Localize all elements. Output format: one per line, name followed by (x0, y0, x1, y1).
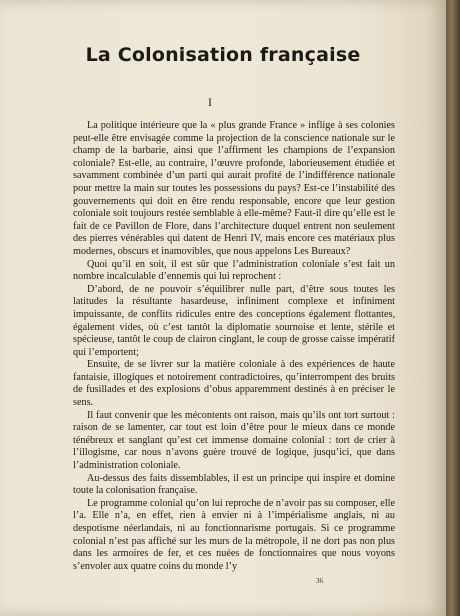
section-number: I (208, 95, 212, 109)
page-number: 36 (316, 577, 323, 585)
chapter-title: La Colonisation française (85, 44, 361, 66)
paragraph: Le programme colonial qu’on lui reproche de n’avoir pas su composer, elle l’a. Elle n’a, en effet, rien à envier ni à l’impérialisme anglais, ni au despotisme néerlandais, ni au fonctionnarisme portugais. Si ce programme colonial n’est pas affiché sur les murs de la métropole, il ne dort pas non plus dans les armoires de fer, et ces nuées de fonctionnaires que nous voyons s’envoler aux quatre coins du monde l’y (73, 497, 395, 572)
paragraph: Quoi qu’il en soit, il est sûr que l’administration coloniale s’est fait un nombre incalculable d’ennemis qui lui reprochent : (73, 258, 395, 283)
paragraph: La politique intérieure que la « plus grande France » inflige à ses colonies peut-elle être envisagée comme la projection de la conscience nationale sur le champ de la barbarie, ainsi que l’affirment les champions de l’expansion coloniale? Est-elle, au contraire, l’œuvre profonde, laborieusement étudiée et savamment combinée d’un parti qui aurait profité de l’indifférence nationale pour mettre la main sur toutes les possessions du pays? Est-ce l’instabilité des gouvernements qui doit en être rendu responsable, encore que leur gestion coloniale soit toujours restée semblable à elle-même? Faut-il dire qu’elle est le fait de ce Pavillon de Flore, dans l’architecture duquel entrent non seulement des pierres vénérables qui datent de Henri IV, mais encore ces matériaux plus modernes, obscurs et inamovibles, que nous appelons Les Bureaux? (73, 120, 395, 257)
paragraph: Ensuite, de se livrer sur la matière coloniale à des expériences de haute fantaisie, illogiques et notoirement contradictoires, qu’interrompent des bruits de fusillades et des explosions d’obus apparemment destinés à en préciser le sens. (73, 359, 395, 409)
book-spine-edge (446, 0, 460, 616)
paragraph: Au-dessus des faits dissemblables, il est un principe qui inspire et domine toute la colonisation française. (73, 472, 395, 497)
paragraph: D’abord, de ne pouvoir s’équilibrer nulle part, d’être sous toutes les latitudes la résultante hasardeuse, infiniment complexe et infiniment impuissante, de conflits ridicules entre des conceptions également flottantes, également vides, où c’est tantôt la diplomatie sournoise et lente, stérile et spécieuse, tantôt le coup de clairon cinglant, le coup de grosse caisse impératif qui l’emportent; (73, 283, 395, 358)
paragraph: Il faut convenir que les mécontents ont raison, mais qu’ils ont tort surtout : raison de se lamenter, car tout est loin d’être pour le mieux dans ce monde ténébreux et sanglant qu’est cet immense domaine colonial : tort de crier à l’illogisme, car nous n’avons guère trouvé de logique, jusqu’ici, que dans l’administration coloniale. (73, 409, 395, 472)
body-text (73, 120, 395, 573)
